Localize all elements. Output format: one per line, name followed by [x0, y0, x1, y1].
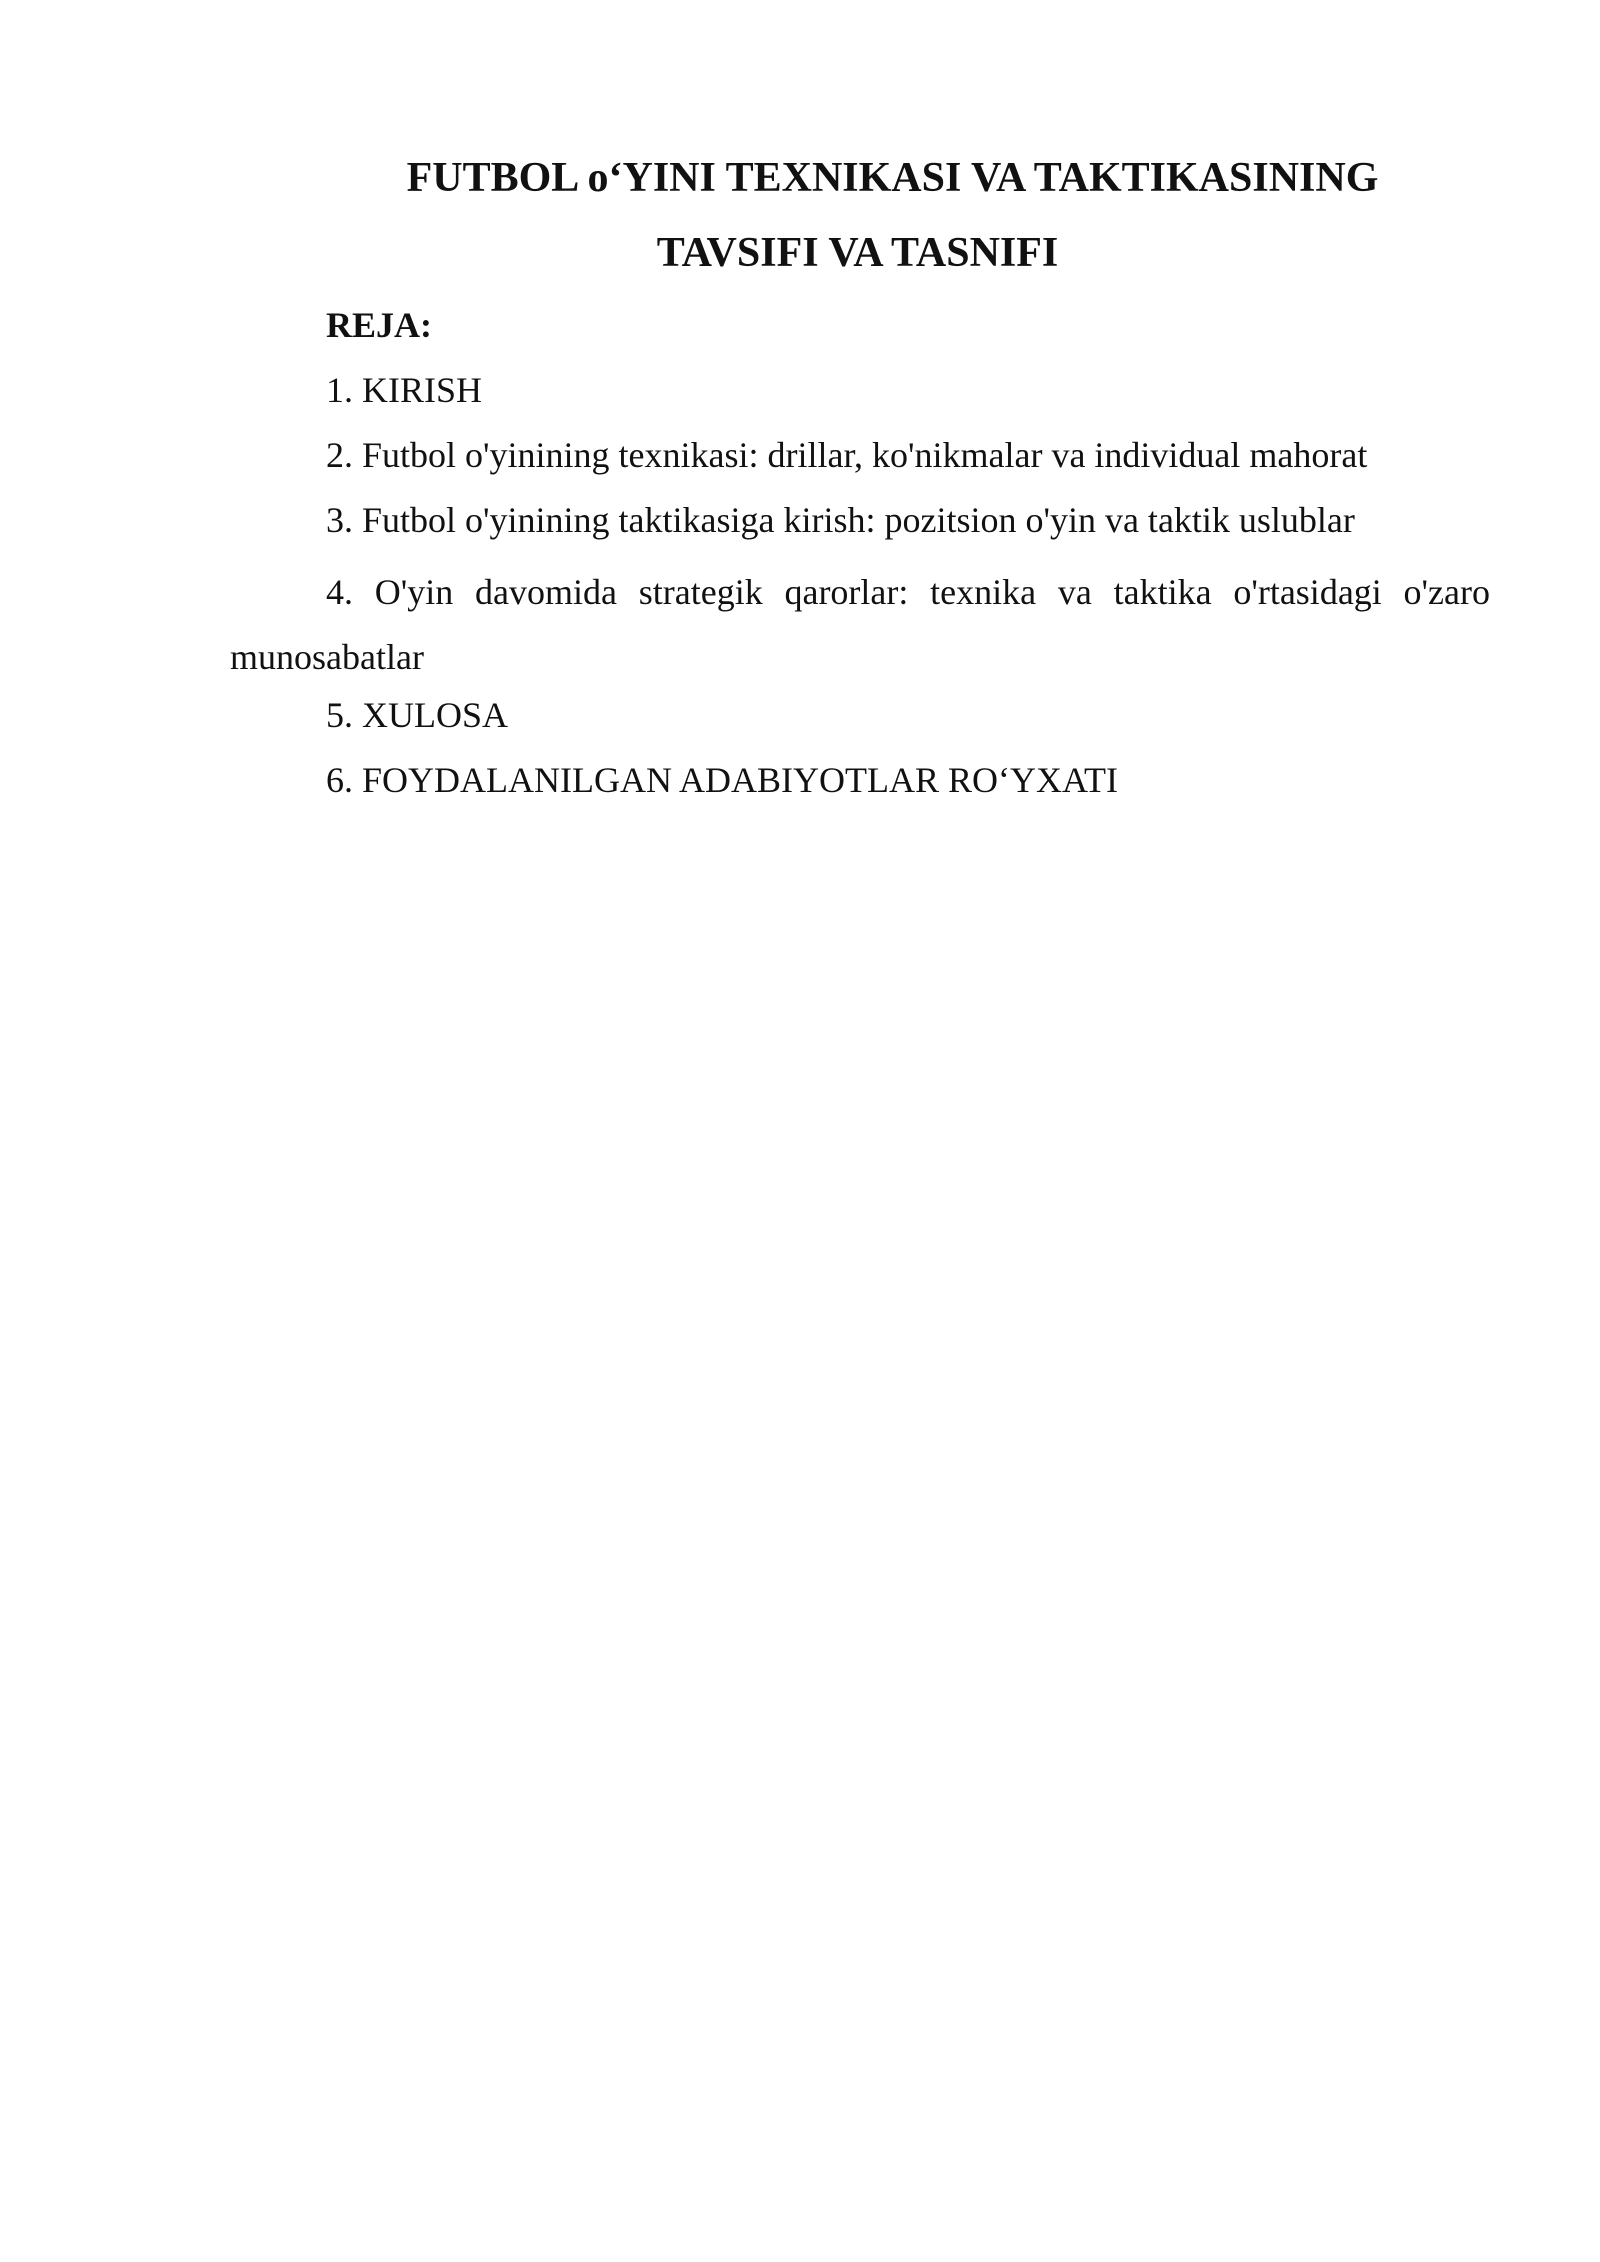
plan-item-references: 6. FOYDALANILGAN ADABIYOTLAR RO‘YXATI	[326, 760, 1118, 800]
document-title-line-2: TAVSIFI VA TASNIFI	[656, 230, 1059, 276]
plan-item-conclusion: 5. XULOSA	[326, 695, 509, 735]
plan-item-introduction: 1. KIRISH	[326, 370, 483, 410]
document-title-line-1: FUTBOL o‘YINI TEXNIKASI VA TAKTIKASINING	[406, 155, 1379, 201]
plan-heading: REJA:	[326, 305, 432, 345]
plan-item-tactics: 3. Futbol o'yinining taktikasiga kirish: pozitsion o'yin va taktik uslublar	[326, 500, 1355, 540]
plan-item-strategic-decisions: 4. O'yin davomida strategik qarorlar: texnika va taktika o'rtasidagi o'zaro munosabatlar	[230, 572, 1490, 677]
plan-item-technique: 2. Futbol o'yinining texnikasi: drillar, ko'nikmalar va individual mahorat	[326, 435, 1368, 475]
